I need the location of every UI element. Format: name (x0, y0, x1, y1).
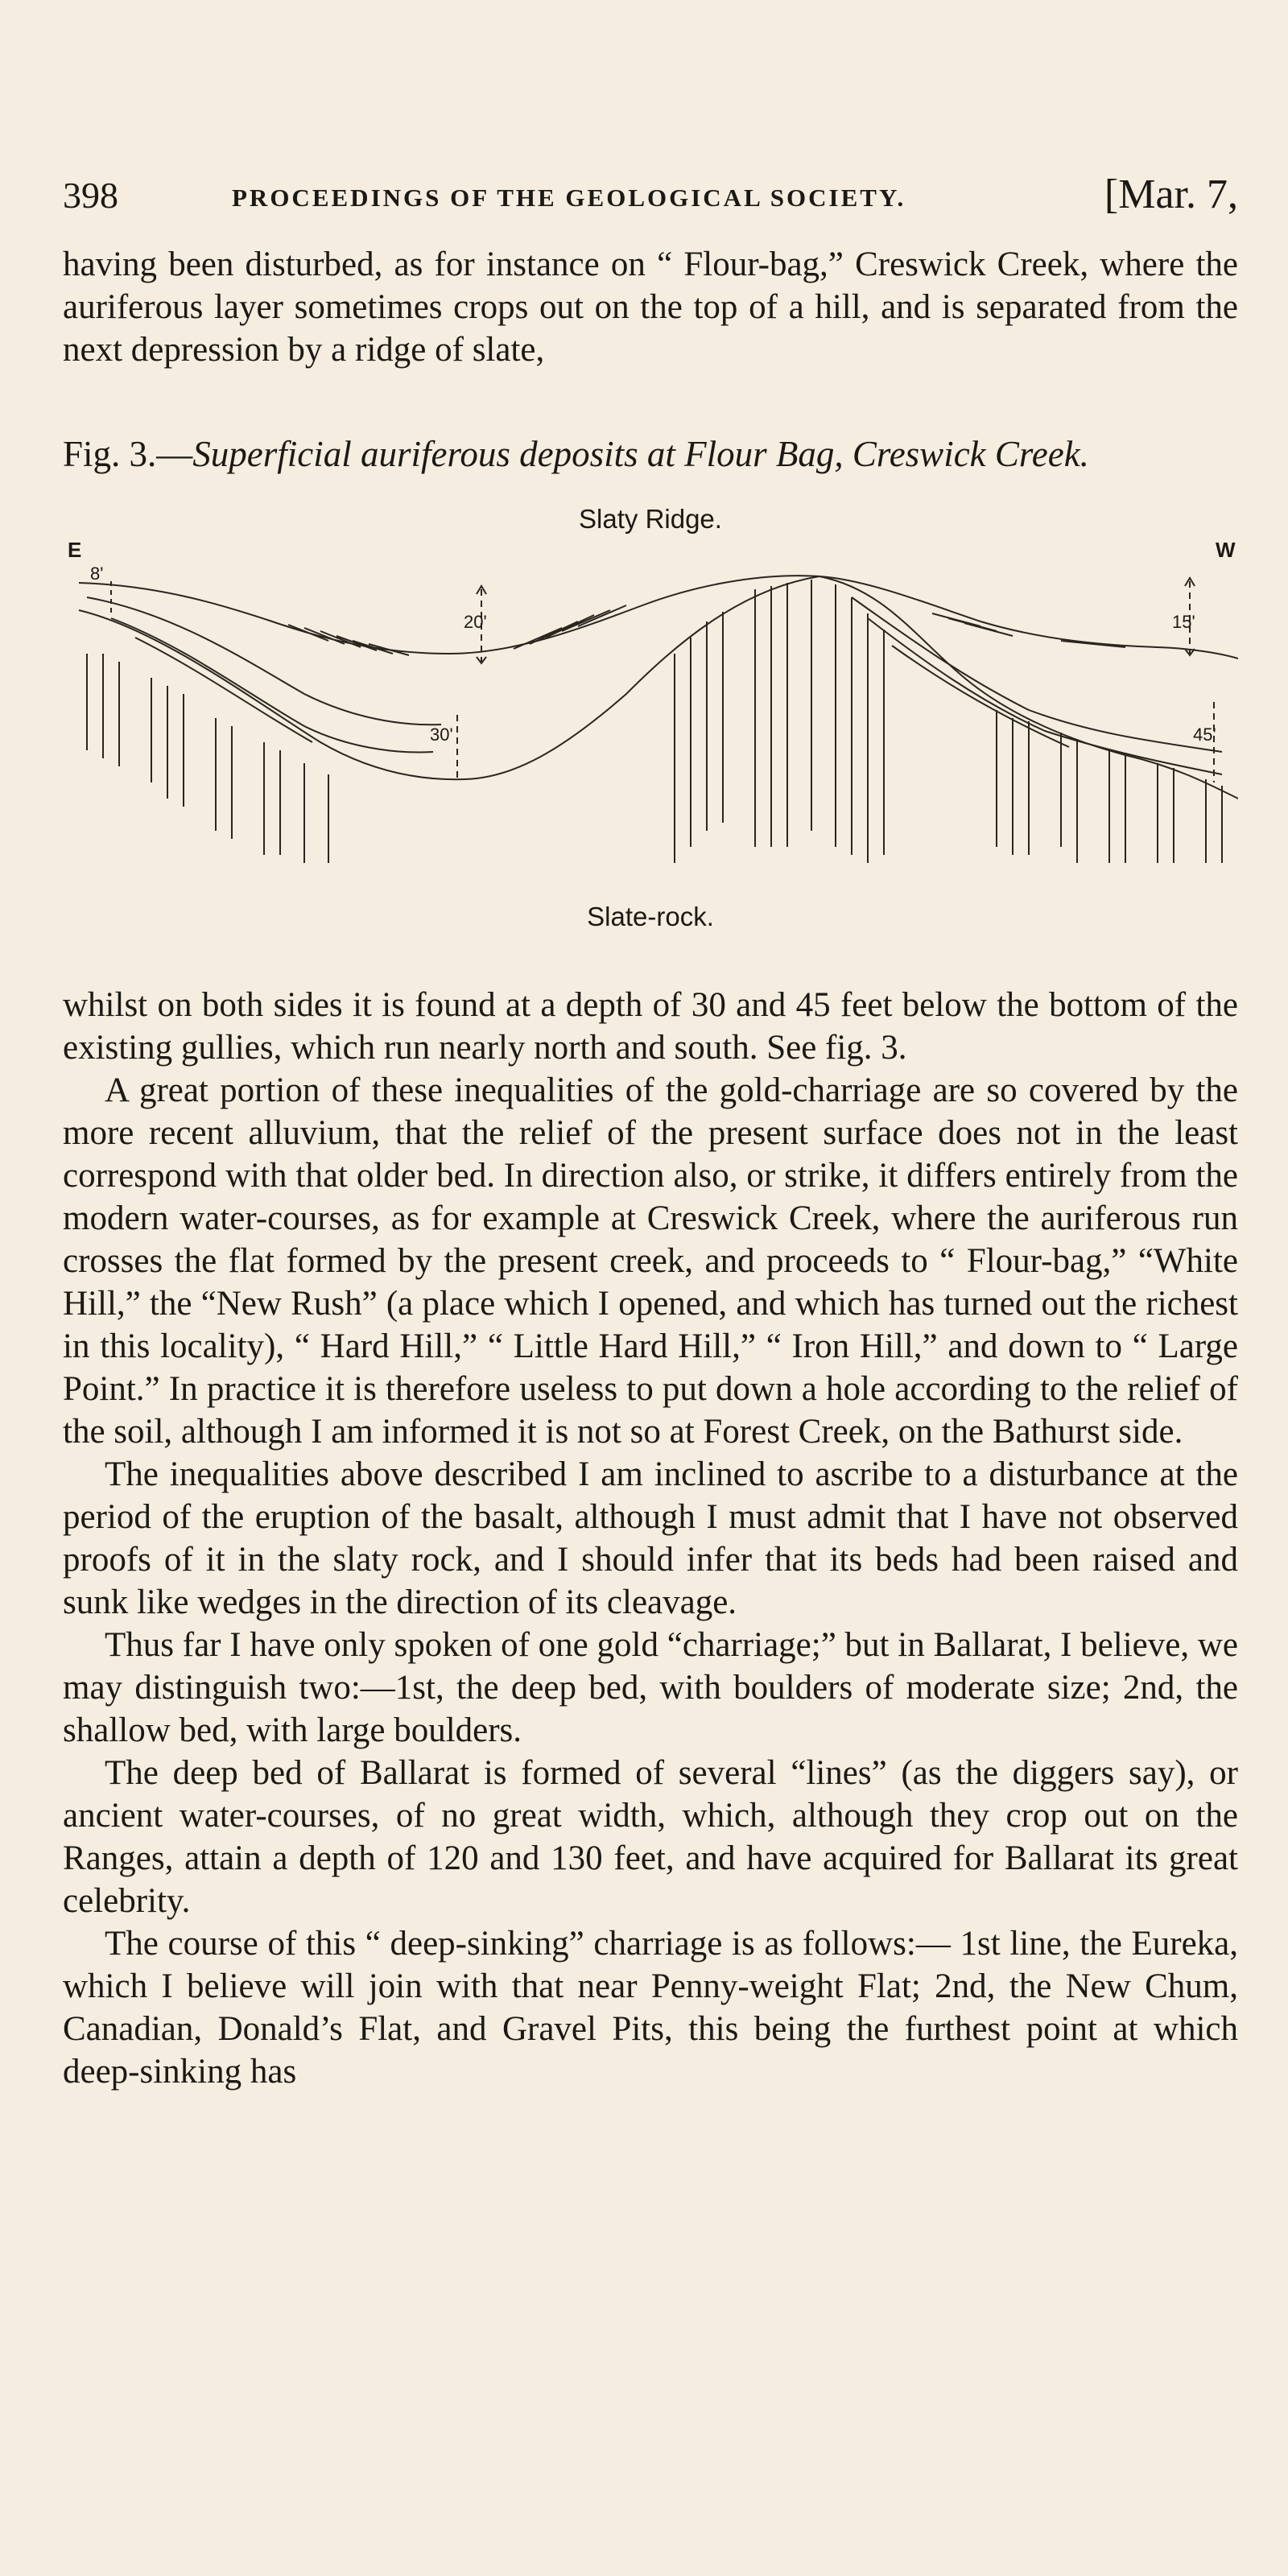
figure-bottom-label: Slate-rock. (587, 902, 714, 931)
paragraph-4: The deep bed of Ballarat is formed of several “lines” (as the diggers say), or ancient water-courses, of no great width, which, although they crop out on the Ranges, attain a depth of 120 and 130 feet, and have acquired for Ballarat its great celebrity. (63, 1754, 1238, 1920)
geological-section-figure (63, 541, 1238, 879)
west-marker: W (1216, 541, 1236, 562)
figure-top-label: Slaty Ridge. (579, 504, 722, 534)
header-date: [Mar. 7, (1104, 171, 1238, 217)
depth-label-20ft: 20' (464, 612, 487, 632)
paragraph-0: whilst on both sides it is found at a depth of 30 and 45 feet below the bottom of the existing gullies, which run nearly north and south. See fig. 3. (63, 986, 1238, 1067)
page-number: 398 (63, 175, 118, 216)
page-header (63, 171, 1238, 222)
figure-caption (63, 433, 1238, 475)
running-title: PROCEEDINGS OF THE GEOLOGICAL SOCIETY. (232, 184, 906, 212)
depth-label-45ft: 45' (1193, 724, 1216, 745)
intro-paragraph (63, 243, 1238, 371)
depth-label-15ft: 15' (1172, 612, 1195, 632)
intro-text: having been disturbed, as for instance on “ Flour-bag,” Creswick Creek, where the auriferous layer sometimes crops out on the top of a hill, and is separated from the next depression by a ridge of slate, (63, 246, 1238, 369)
depth-label-30ft: 30' (430, 724, 453, 745)
paragraph-2: The inequalities above described I am inclined to ascribe to a disturbance at the period of the eruption of the basalt, although I must admit that I have not observed proofs of it in the slaty rock, and I should infer that its beds had been raised and sunk like wedges in the direction of its cleavage. (63, 1455, 1238, 1621)
east-marker: E (68, 541, 82, 562)
figure-caption-label: Fig. 3.— (63, 434, 193, 474)
figure-caption-title: Superficial auriferous deposits at Flour Bag, Creswick Creek. (192, 434, 1089, 474)
paragraph-5: The course of this “ deep-sinking” charriage is as follows:— 1st line, the Eureka, which I believe will join with that near Penny-weight Flat; 2nd, the New Chum, Canadian, Donald’s Flat, and Gravel Pits, this being the furthest point at which deep-sinking has (63, 1925, 1238, 2091)
body-text (63, 984, 1238, 2093)
paragraph-1: A great portion of these inequalities of the gold-charriage are so covered by the more recent alluvium, that the relief of the present surface does not in the least correspond with that older bed. In direction also, or strike, it differs entirely from the modern water-courses, as for example at Creswick Creek, where the auriferous run crosses the flat formed by the present creek, and proceeds to “ Flour-bag,” “White Hill,” the “New Rush” (a place which I opened, and which has turned out the richest in this locality), “ Hard Hill,” “ Little Hard Hill,” “ Iron Hill,” and down to “ Large Point.” In practice it is therefore useless to put down a hole according to the relief of the soil, although I am informed it is not so at Forest Creek, on the Bathurst side. (63, 1071, 1238, 1451)
paragraph-3: Thus far I have only spoken of one gold “charriage;” but in Ballarat, I believe, we may distinguish two:—1st, the deep bed, with boulders of moderate size; 2nd, the shallow bed, with large boulders. (63, 1626, 1238, 1749)
depth-label-8ft: 8' (90, 564, 104, 584)
section-drawing (63, 541, 1238, 879)
